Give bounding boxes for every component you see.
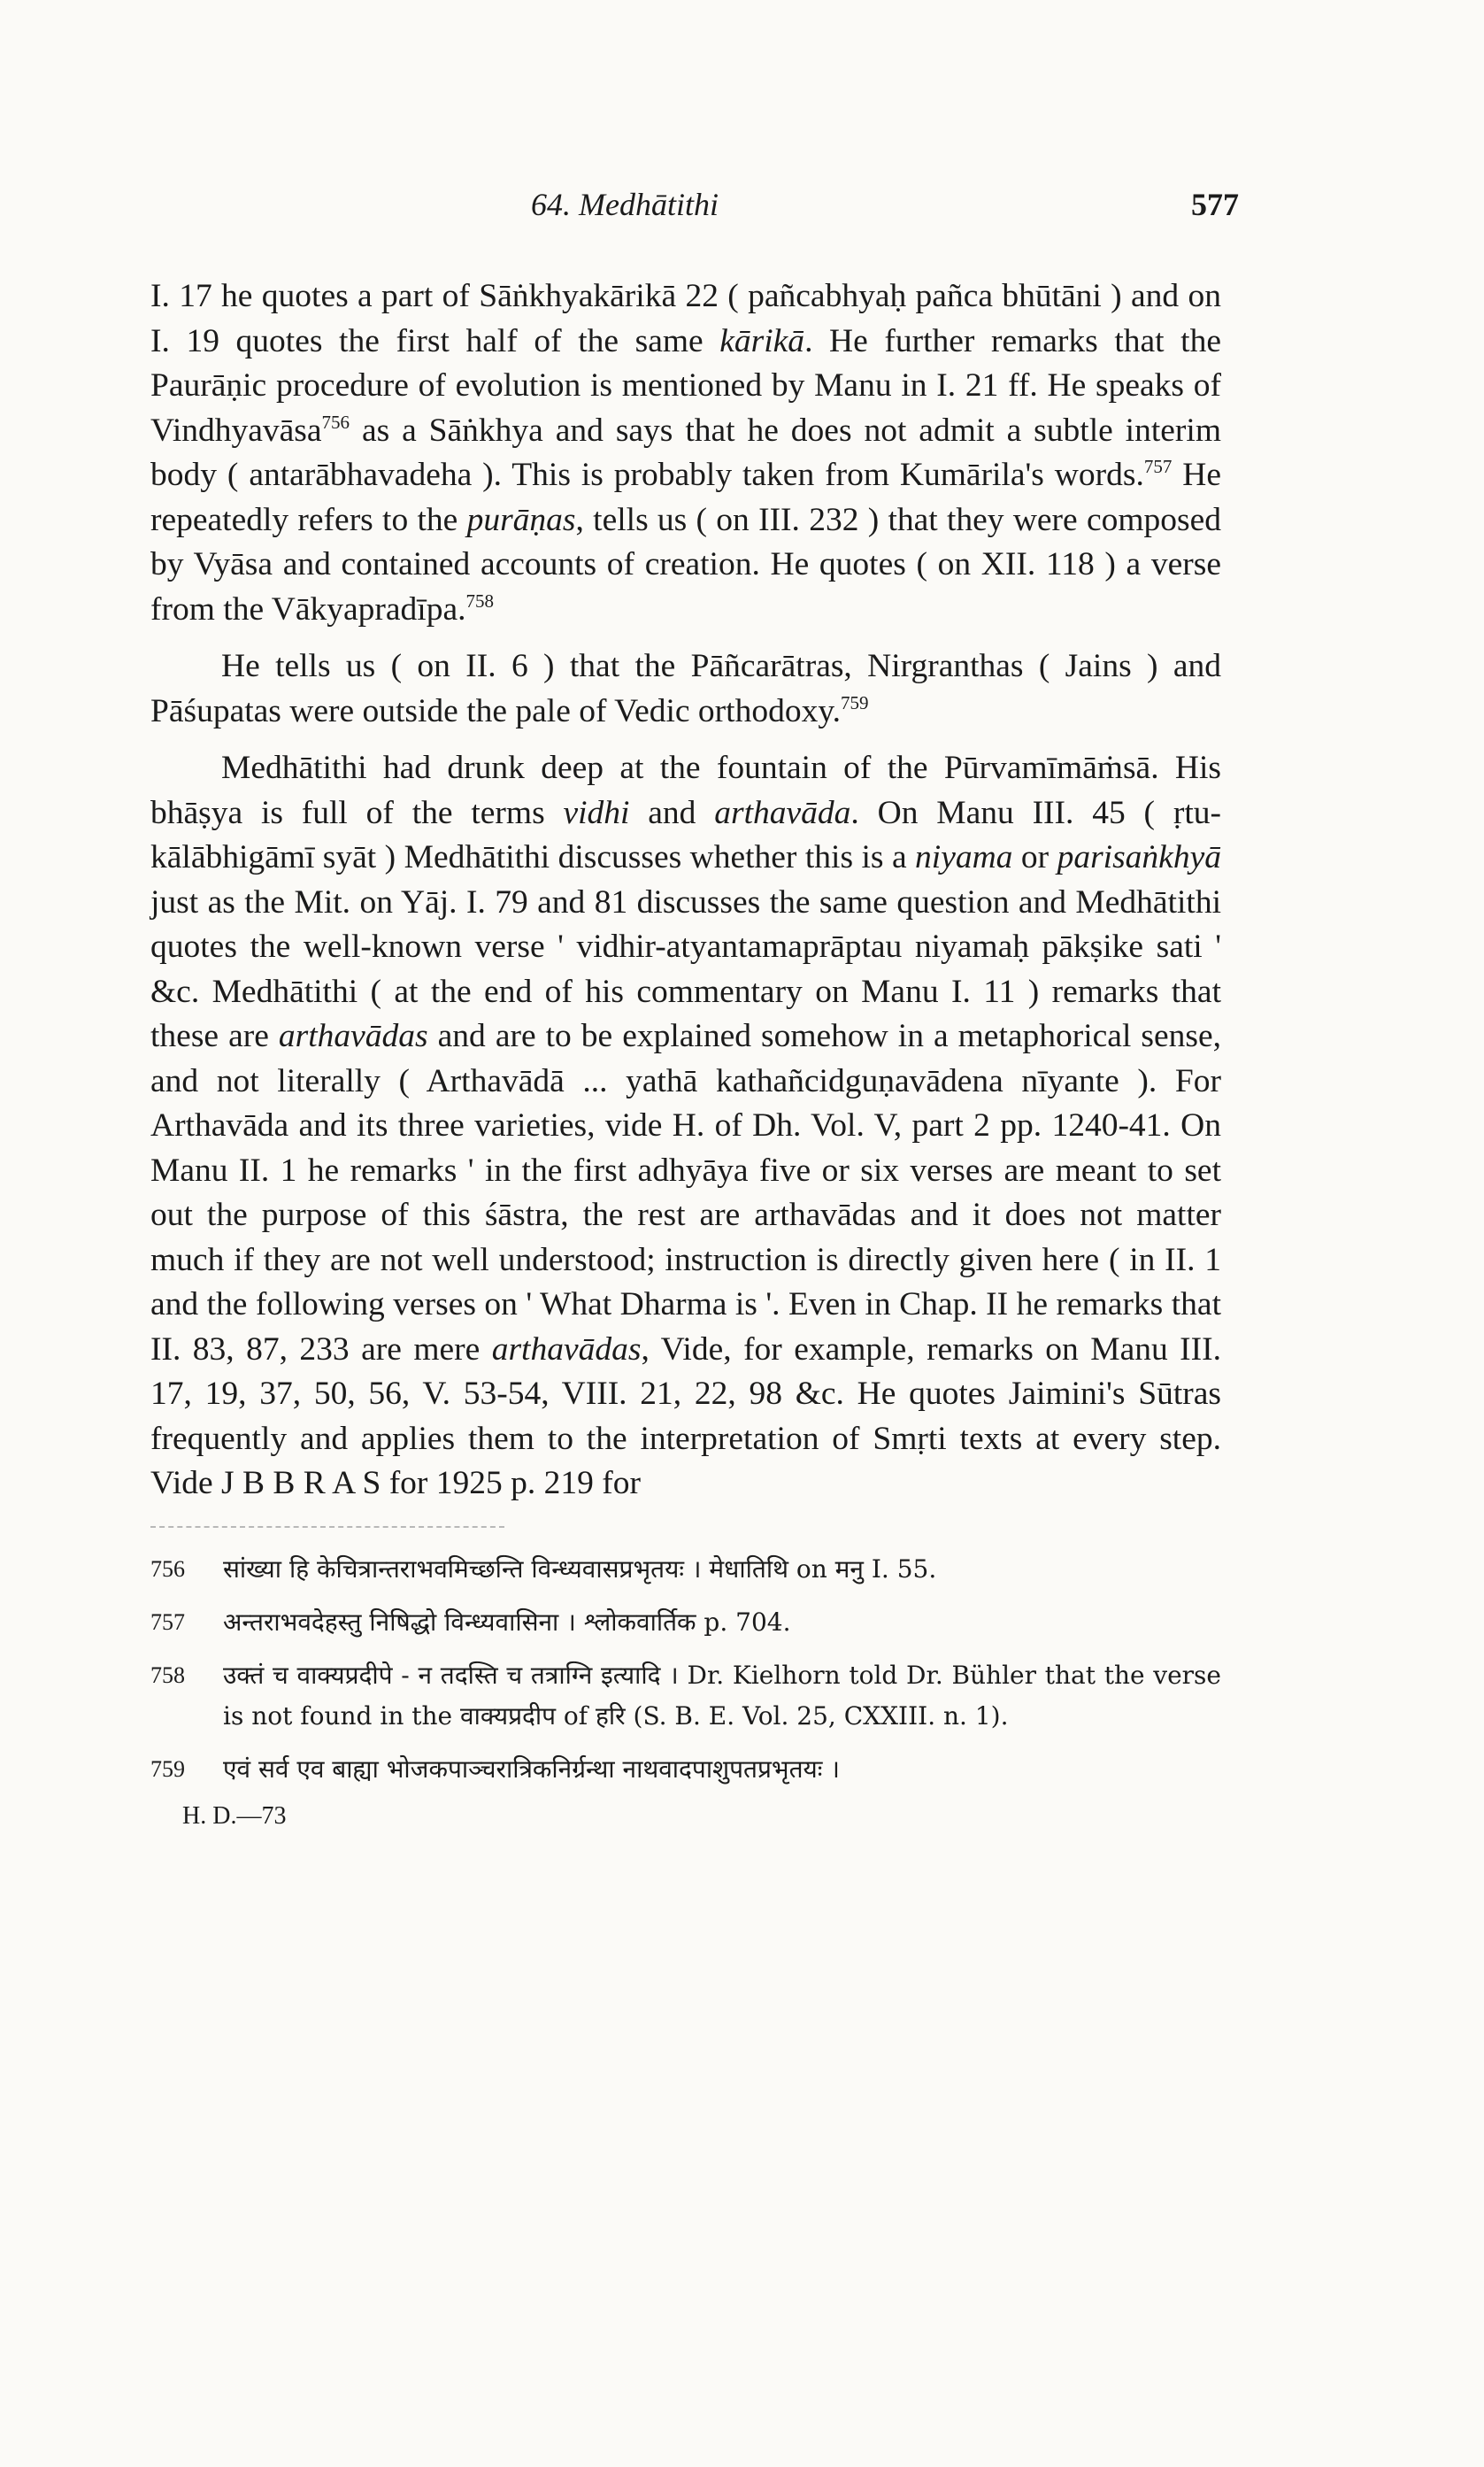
chapter-title: 64. Medhātithi xyxy=(531,187,719,222)
italic-term: arthavādas xyxy=(278,1018,428,1054)
italic-term: kārikā xyxy=(719,322,805,359)
running-head xyxy=(150,186,1239,239)
footnote xyxy=(150,1549,1221,1590)
footnote-text: अन्तराभवदेहस्तु निषिद्धो विन्ध्यवासिना । श्लोकवार्तिक p. 704. xyxy=(223,1607,791,1637)
footnote-ref: 756 xyxy=(321,411,350,433)
footnote xyxy=(150,1749,1221,1790)
text-run: He tells us ( on II. 6 ) that the Pāñcarātras, Nirgranthas ( Jains ) and Pāśupatas were outside the pale of Vedic orthodoxy. xyxy=(150,648,1221,729)
footnotes xyxy=(150,1549,1221,1790)
text-run: , Vide, for example, remarks on Manu III. 17, 19, 37, 50, 56, V. 53-54, VIII. 21, 22, 98 &c. He quotes Jaimini's Sūtras frequently and applies them to the interpretation of Smṛti texts at every step. Vide J B B R A S for 1925 p. 219 for xyxy=(150,1330,1221,1501)
text-run: . He further remarks that the Paurāṇic procedure of evolution is mentioned by Manu in I. 21 ff. He speaks of Vindhyavāsa xyxy=(150,322,1221,449)
italic-term: purāṇas xyxy=(466,501,576,538)
footnote xyxy=(150,1602,1221,1643)
footnote-text: उक्तं च वाक्यप्रदीपे - न तदस्ति च तत्राग्नि इत्यादि । Dr. Kielhorn told Dr. Bühler that the verse is not found in the वाक्यप्रदीप of हरि (S. B. E. Vol. 25, CXXIII. n. 1). xyxy=(223,1660,1221,1731)
italic-term: parisaṅkhyā xyxy=(1057,839,1221,875)
paragraph xyxy=(150,746,1221,1507)
footnote-number: 756 xyxy=(150,1555,185,1582)
footnote-text: एवं सर्व एव बाह्या भोजकपाञ्चरात्रिकनिर्ग्रन्था नाथवादपाशुपतप्रभृतयः । xyxy=(223,1754,840,1784)
text-run: Medhātithi had drunk deep at the fountain of the Pūrvamīmāṁsā. His bhāṣya is full of the terms xyxy=(150,750,1221,831)
italic-term: arthavādas xyxy=(491,1330,642,1368)
footnote-ref: 758 xyxy=(465,590,494,612)
footnote-divider xyxy=(150,1526,504,1528)
text-run: and xyxy=(629,794,715,831)
italic-term: niyama xyxy=(915,839,1013,875)
body-text xyxy=(150,274,1221,1507)
paragraph xyxy=(150,644,1221,734)
text-run: I. 17 he quotes a part of Sāṅkhyakārikā 22 ( pañcabhyaḥ pañca bhūtāni ) and on I. 19 quotes the first half of the same xyxy=(150,278,1221,359)
italic-term: vidhi xyxy=(563,794,630,831)
text-run: , tells us ( on III. 232 ) that they were composed by Vyāsa and contained accounts of creation. He quotes ( on XII. 118 ) a verse from the Vākyapradīpa. xyxy=(150,501,1221,628)
text-run: He repeatedly refers to the xyxy=(150,457,1221,538)
text-run: just as the Mit. on Yāj. I. 79 and 81 discusses the same question and Medhātithi quotes the well-known verse ' vidhir-atyantamaprāptau niyamaḥ pākṣike sati ' &c. Medhātithi ( at the end of his commentary on Manu I. 11 ) remarks that these are xyxy=(150,883,1221,1054)
text-run: or xyxy=(1012,839,1057,875)
footnote-ref: 759 xyxy=(841,691,869,713)
footnote-ref: 757 xyxy=(1143,456,1173,477)
footnote xyxy=(150,1655,1221,1737)
book-page xyxy=(150,186,1239,2417)
text-run: and are to be explained somehow in a metaphorical sense, and not literally ( Arthavādā ... yathā kathañcidguṇavādena nīyante ). For Arthavāda and its three varieties, vide H. of Dh. Vol. V, part 2 pp. 1240-41. On Manu II. 1 he remarks ' in the first adhyāya five or six verses are meant to set out the purpose of this śāstra, the rest are arthavādas and it does not matter much if they are not well understood; instruction is directly given here ( in II. 1 and the following verses on ' What Dharma is '. Even in Chap. II he remarks that II. 83, 87, 233 are mere xyxy=(150,1018,1221,1368)
text-run: as a Sāṅkhya and says that he does not admit a subtle interim body ( antarābhavadeha ). This is probably taken from Kumārila's words. xyxy=(150,412,1221,493)
page-number: 577 xyxy=(1191,187,1239,222)
paragraph xyxy=(150,274,1221,632)
italic-term: arthavāda xyxy=(714,794,851,831)
footnote-text: सांख्या हि केचित्रान्तराभवमिच्छन्ति विन्ध्यवासप्रभृतयः । मेधातिथि on मनु I. 55. xyxy=(223,1553,937,1584)
text-run: . On Manu III. 45 ( ṛtu-kālābhigāmī syāt ) Medhātithi discusses whether this is a xyxy=(150,794,1221,875)
footnote-number: 758 xyxy=(150,1661,185,1688)
footnote-number: 759 xyxy=(150,1755,185,1782)
signature-mark: H. D.—73 xyxy=(182,1801,287,1830)
footnote-number: 757 xyxy=(150,1608,185,1635)
